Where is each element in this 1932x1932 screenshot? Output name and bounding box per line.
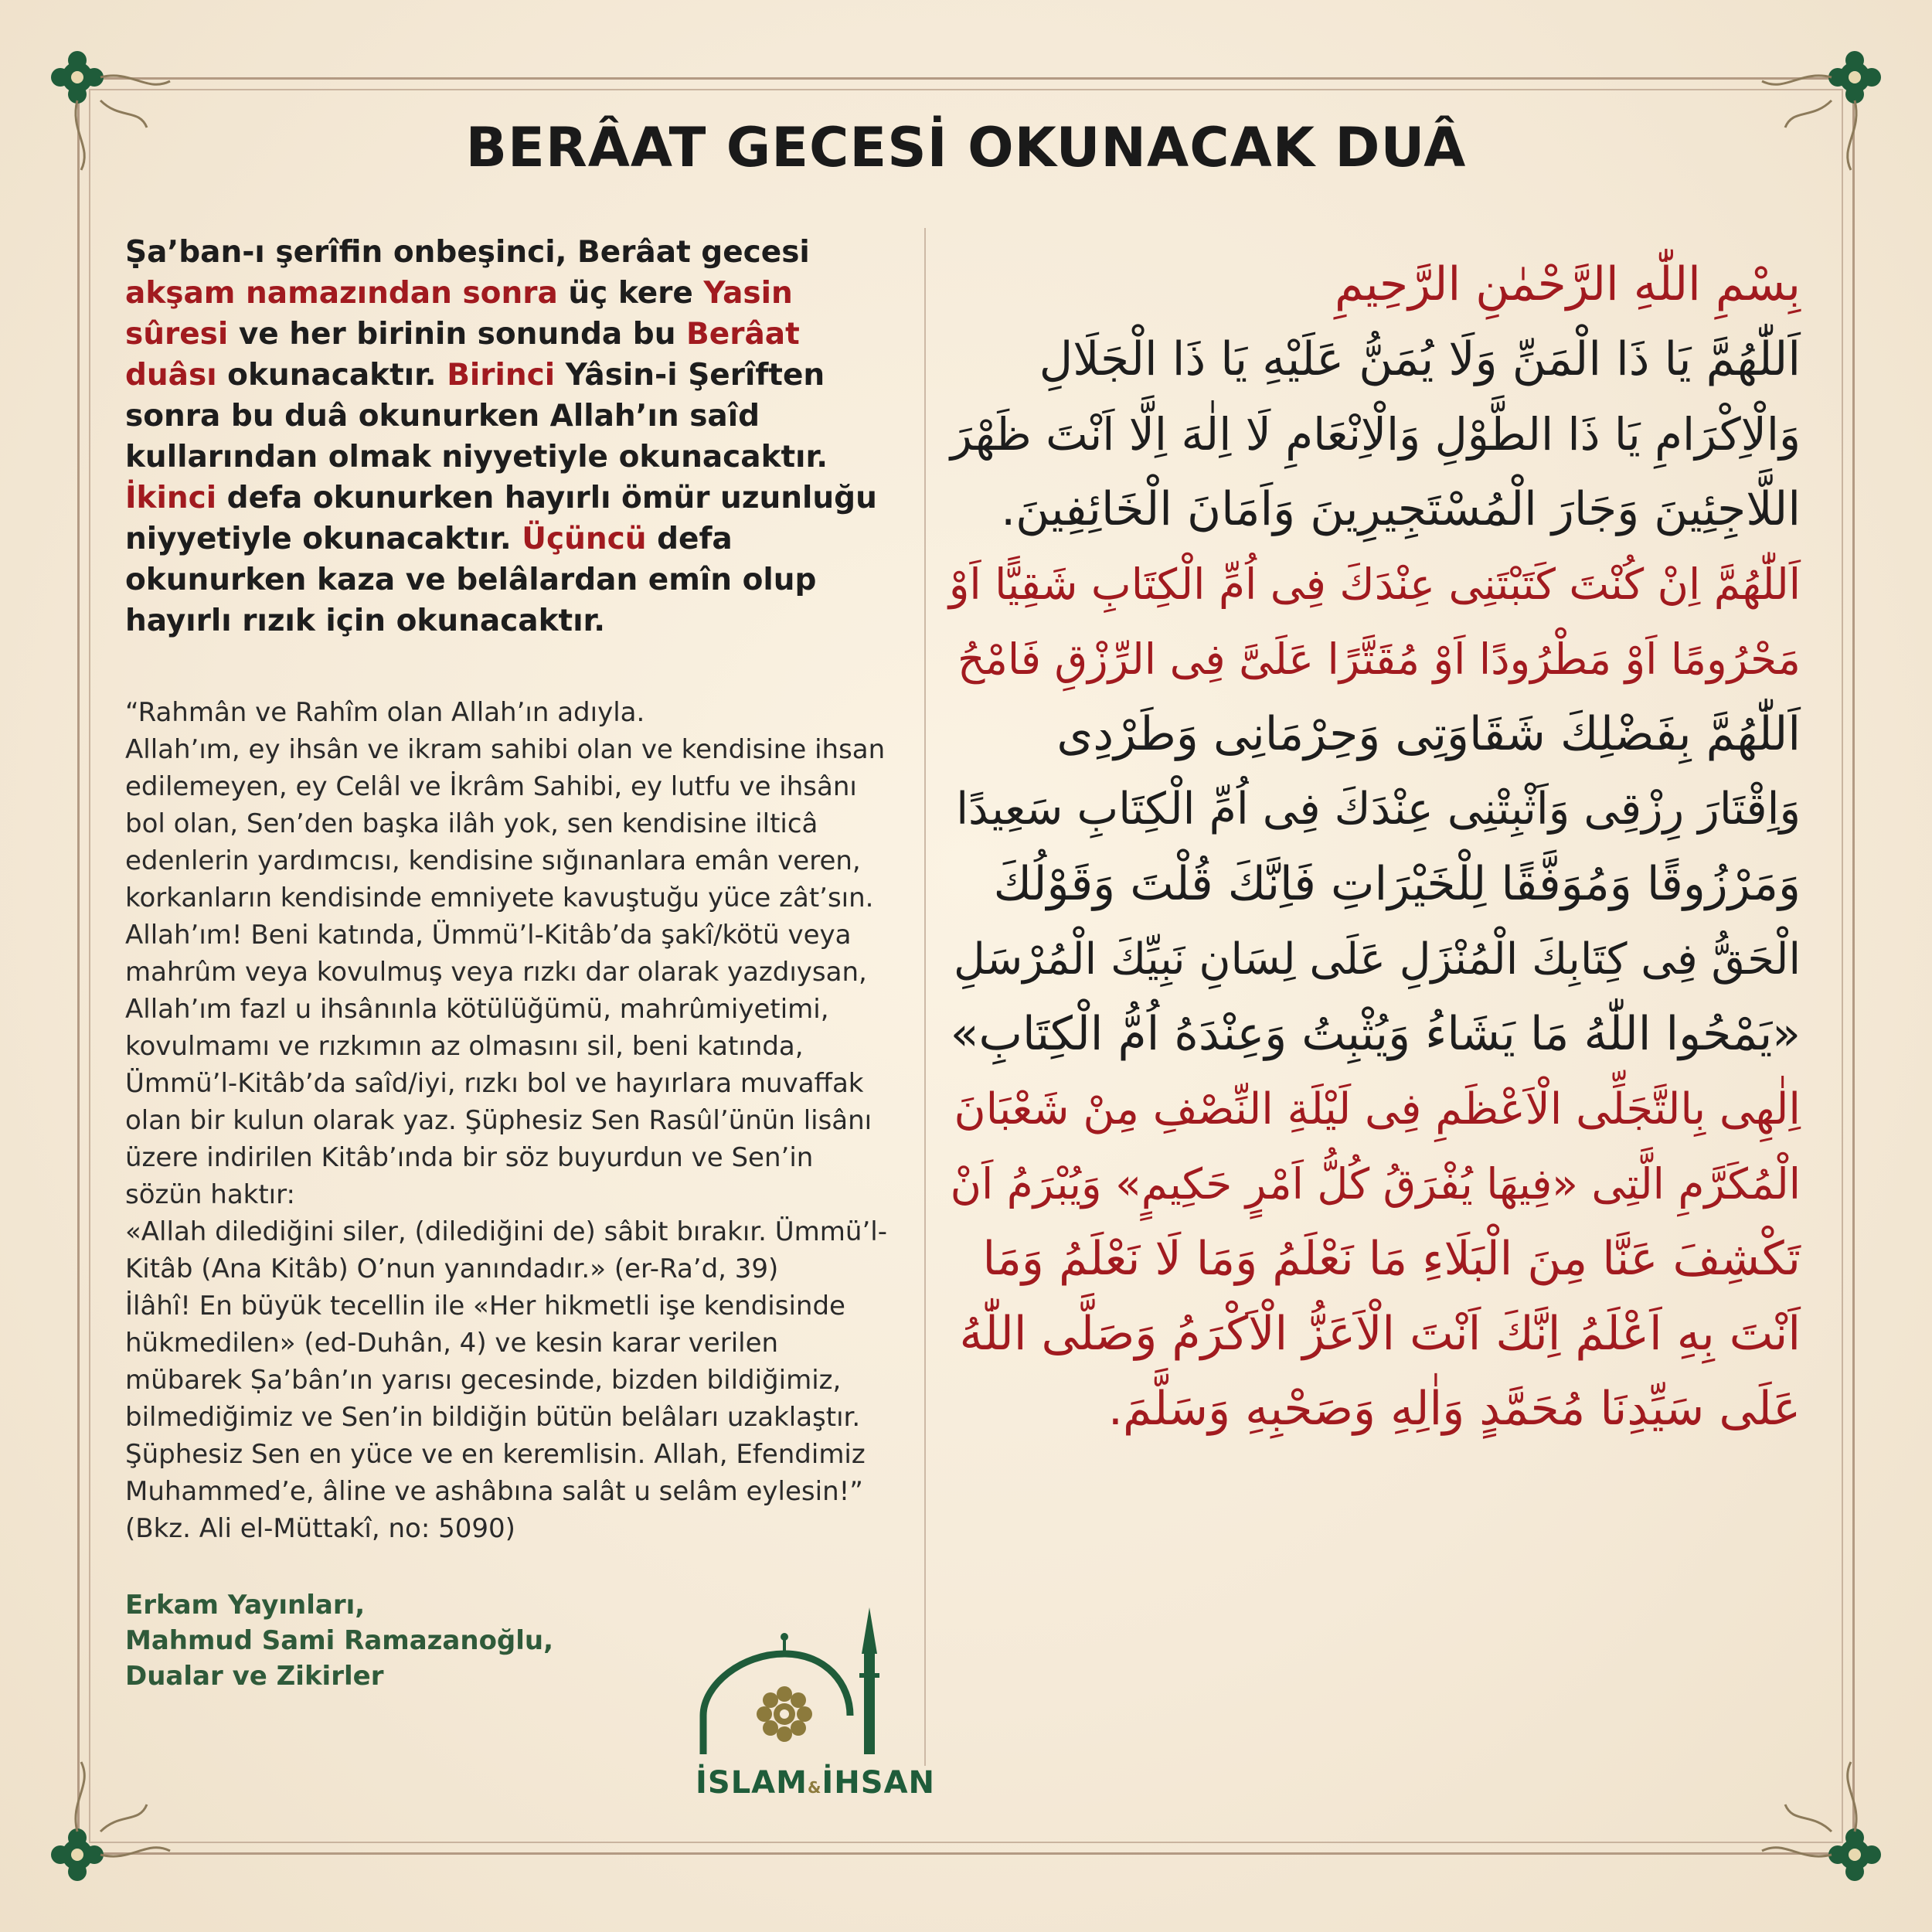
intro-highlight: akşam namazından sonra xyxy=(125,276,558,311)
arabic-line: اَنْتَ بِهِ اَعْلَمُ اِنَّكَ اَنْتَ الْاَعَزُّ الْاَكْرَمُ وَصَلَّى اللّٰهُ xyxy=(959,1307,1801,1361)
arabic-prayer-text xyxy=(944,247,1801,1447)
intro-highlight: İkinci xyxy=(125,481,217,515)
intro-text: Ṣa’ban-ı şerîfin onbeşinci, Berâat gecesi xyxy=(125,235,810,270)
left-column xyxy=(125,232,898,1694)
brand-logo xyxy=(696,1600,936,1801)
arabic-line: مَحْرُومًا اَوْ مَطْرُودًا اَوْ مُقَتَّرًا عَلَىَّ فِى الرِّزْقِ فَامْحُ xyxy=(957,634,1801,684)
arabic-line: اَللّٰهُمَّ اِنْ كُنْتَ كَتَبْتَنِى عِنْدَكَ فِى اُمِّ الْكِتَابِ شَقِيًّا اَوْ xyxy=(948,560,1801,609)
intro-highlight: Birinci xyxy=(447,358,556,393)
logo-wordmark xyxy=(696,1765,936,1801)
intro-text: Yâsin-i Şerîften sonra bu duâ okunurken Allah’ın saîd kullarından olmak niyyetiyle okunacaktır. xyxy=(125,358,828,474)
source-publisher: Erkam Yayınları, xyxy=(125,1590,366,1621)
intro-paragraph xyxy=(125,232,898,641)
arabic-line: وَالْاِكْرَامِ يَا ذَا الطَّوْلِ وَالْاِنْعَامِ لَا اِلٰهَ اِلَّا اَنْتَ ظَهْرَ xyxy=(950,408,1801,461)
translation-text: “Rahmân ve Rahîm olan Allah’ın adıyla. Allah’ım, ey ihsân ve ikram sahibi olan ve kendisine ihsan edilemeyen, ey Celâl ve İkrâm Sahibi, ey lutfu ve ihsânı bol olan, Sen’den başka ilâh yok, sen kendisine ilticâ edenlerin yardımcısı, kendisine sığınanlara emân veren, korkanların kendisinde emniyete kavuştuğu yüce zât’sın. Allah’ım! Beni katında, Ümmü’l-Kitâb’da şakî/kötü veya mahrûm veya kovulmuş veya rızkı dar olarak yazdıysan, Allah’ım fazl u ihsânınla kötülüğümü, mahrûmiyetimi, kovulmamı ve rızkımın az olmasını sil, beni katında, Ümmü’l-Kitâb’da saîd/iyi, rızkı bol ve hayırlara muvaffak olan bir kulun olarak yaz. Şüphesiz Sen Rasûl’ünün lisânı üzere indirilen Kitâb’ında bir söz buyurdun ve Sen’in sözün haktır: «Allah dilediğini siler, (dilediğini de) sâbit bırakır. Ümmü’l-Kitâb (Ana Kitâb) O’nun yanındadır.» (er-Ra’d, 39) İlâhî! En büyük tecellin ile «Her hikmetli işe kendisinde hükmedilen» (ed-Duhân, 4) ve kesin karar verilen mübarek Ṣa’bân’ın yarısı gecesinde, bizden bildiğimiz, bilmediğimiz ve Sen’in bildiğin bütün belâları uzaklaştır. Şüphesiz Sen en yüce ve en keremlisin. Allah, Efendimiz Muhammed’e, âline ve ashâbına salât u selâm eylesin!” (Bkz. Ali el-Müttakî, no: 5090) xyxy=(125,697,887,1544)
source-author: Mahmud Sami Ramazanoğlu, xyxy=(125,1625,554,1656)
arabic-line: اللَّاجِئِينَ وَجَارَ الْمُسْتَجِيرِينَ وَاَمَانَ الْخَائِفِينَ. xyxy=(1001,482,1801,536)
intro-text: defa okunurken kaza ve belâlardan emîn olup hayırlı rızık için okunacaktır. xyxy=(125,522,817,638)
arabic-line: الْمُكَرَّمِ الَّتِى «فِيهَا يُفْرَقُ كُلُّ اَمْرٍ حَكِيمٍ» وَيُبْرَمُ اَنْ xyxy=(950,1159,1801,1209)
arabic-line: اَللّٰهُمَّ بِفَضْلِكَ شَقَاوَتِى وَحِرْمَانِى وَطَرْدِى xyxy=(1056,707,1801,761)
arabic-line: وَاِقْتَارَ رِزْقِى وَاَثْبِتْنِى عِنْدَكَ فِى اُمِّ الْكِتَابِ سَعِيدًا xyxy=(956,784,1801,835)
corner-ornament-icon xyxy=(1731,1731,1886,1886)
arabic-line: الْحَقُّ فِى كِتَابِكَ الْمُنْزَلِ عَلَى لِسَانِ نَبِيِّكَ الْمُرْسَلِ xyxy=(953,934,1801,985)
source-book: Dualar ve Zikirler xyxy=(125,1661,384,1692)
column-divider xyxy=(924,228,926,1766)
intro-highlight: Berâat duâsı xyxy=(125,317,800,393)
arabic-line: اِلٰهِى بِالتَّجَلِّى الْاَعْظَمِ فِى لَيْلَةِ النِّصْفِ مِنْ شَعْبَانَ xyxy=(954,1084,1801,1134)
arabic-line: تَكْشِفَ عَنَّا مِنَ الْبَلَاءِ مَا نَعْلَمُ وَمَا لَا نَعْلَمُ وَمَا xyxy=(982,1232,1801,1286)
mosque-icon xyxy=(696,1600,889,1762)
arabic-line: وَمَرْزُوقًا وَمُوَفَّقًا لِلْخَيْرَاتِ فَاِنَّكَ قُلْتَ وَقَوْلُكَ xyxy=(993,857,1801,911)
intro-text: ve her birinin sonunda bu xyxy=(228,317,687,352)
intro-text: okunacaktır. xyxy=(216,358,447,393)
corner-ornament-icon xyxy=(46,1731,201,1886)
intro-highlight: Üçüncü xyxy=(522,522,647,556)
intro-highlight: Yasin sûresi xyxy=(125,276,793,352)
intro-text: defa okunurken hayırlı ömür uzunluğu niyyetiyle okunacaktır. xyxy=(125,481,877,556)
page-title: BERÂAT GECESİ OKUNACAK DUÂ xyxy=(465,116,1467,179)
logo-ampersand: & xyxy=(807,1778,822,1797)
arabic-line: «يَمْحُوا اللّٰهُ مَا يَشَاءُ وَيُثْبِتُ وَعِنْدَهُ اُمُّ الْكِتَابِ» xyxy=(950,1007,1801,1061)
logo-text-part: İSLAM xyxy=(696,1765,808,1801)
arabic-line: اَللّٰهُمَّ يَا ذَا الْمَنِّ وَلَا يُمَنُّ عَلَيْهِ يَا ذَا الْجَلَالِ xyxy=(1039,332,1801,386)
arabic-line: بِسْمِ اللّٰهِ الرَّحْمٰنِ الرَّحِيمِ xyxy=(1334,257,1801,311)
arabic-line: عَلَى سَيِّدِنَا مُحَمَّدٍ وَاٰلِهِ وَصَحْبِهِ وَسَلَّمَ. xyxy=(1107,1382,1801,1436)
intro-text: üç kere xyxy=(557,276,704,311)
logo-text-part: İHSAN xyxy=(821,1765,936,1801)
